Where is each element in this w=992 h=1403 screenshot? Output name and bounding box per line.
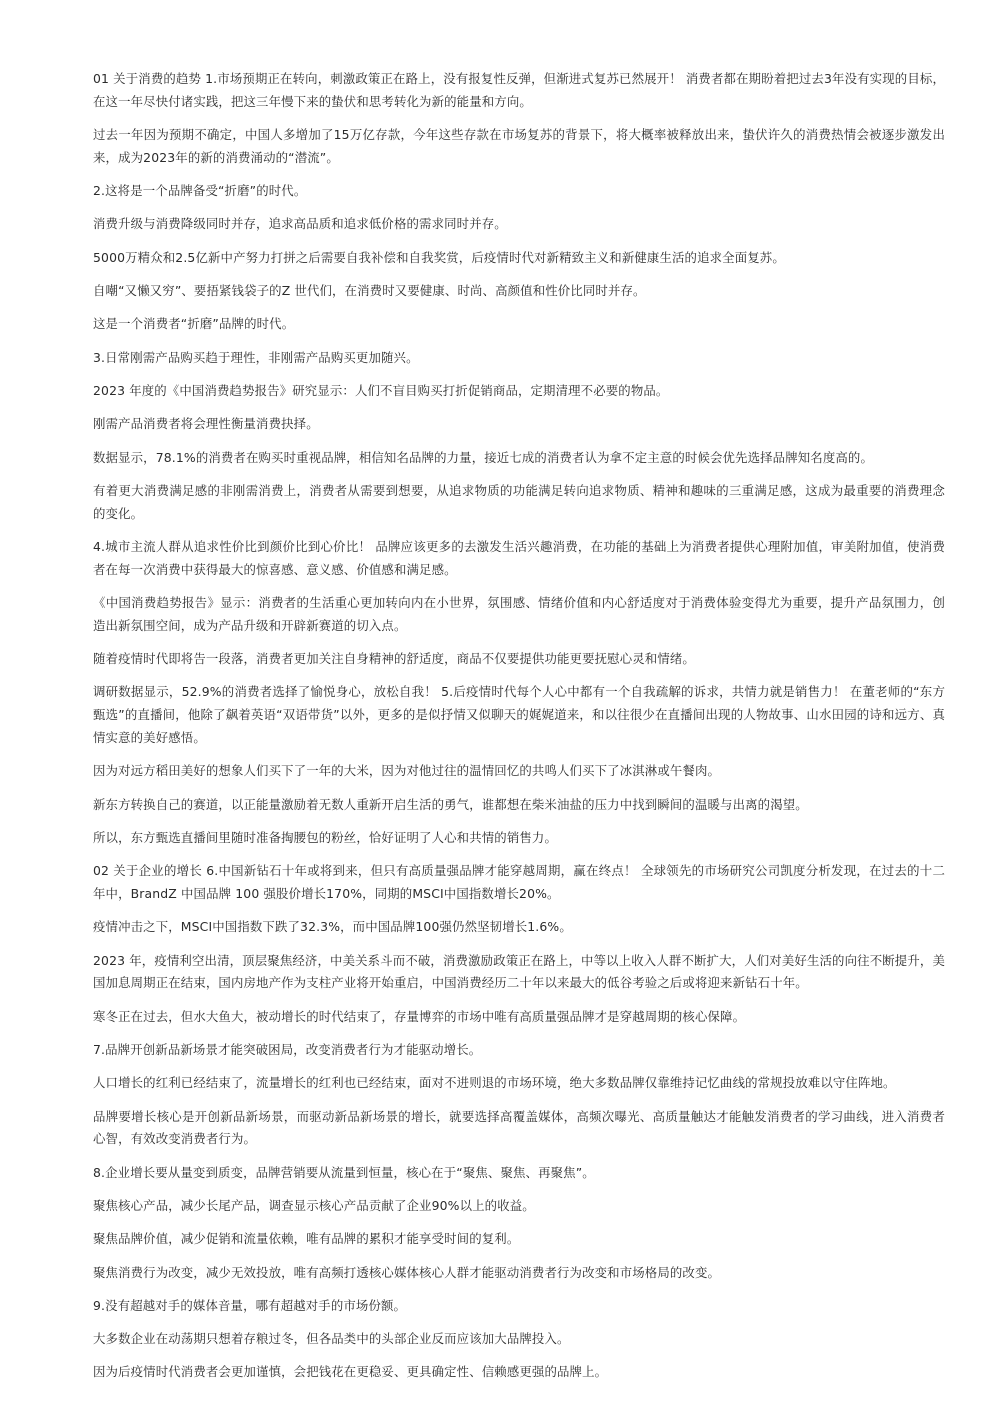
paragraph: 刚需产品消费者将会理性衡量消费抉择。 <box>93 416 319 432</box>
paragraph: 人口增长的红利已经结束了，流量增长的红利也已经结束，面对不进则退的市场环境，绝大多数品牌仅靠维持记忆曲线的常规投放难以守住阵地。 <box>93 1075 896 1091</box>
paragraph: 所以，东方甄选直播间里随时准备掏腰包的粉丝，恰好证明了人心和共情的销售力。 <box>93 829 558 845</box>
paragraph: 数据显示，78.1%的消费者在购买时重视品牌，相信知名品牌的力量，接近七成的消费者认为拿不定主意的时候会优先选择品牌知名度高的。 <box>93 449 874 465</box>
paragraph: 因为对远方稻田美好的想象人们买下了一年的大米，因为对他过往的温情回忆的共鸣人们买下了冰淇淋或午餐肉。 <box>93 763 721 779</box>
paragraph: 自嘲“又懒又穷”、要捂紧钱袋子的Z 世代们，在消费时又要健康、时尚、高颜值和性价比同时并存。 <box>93 283 646 299</box>
paragraph: 调研数据显示，52.9%的消费者选择了愉悦身心，放松自我！ 5.后疫情时代每个人心中都有一个自我疏解的诉求，共情力就是销售力！ 在董老师的“东方甄选”的直播间，他除了飙着英语“双语带货”以外，更多的是似抒情又似聊天的娓娓道来，和以往很少在直播间出现的人物故事、山水田园的诗和远方、真情实意的美好感悟。 <box>93 684 945 746</box>
paragraph: 有着更大消费满足感的非刚需消费上，消费者从需要到想要，从追求物质的功能满足转向追求物质、精神和趣味的三重满足感，这成为最重要的消费理念的变化。 <box>93 482 945 521</box>
paragraph: 9.没有超越对手的媒体音量，哪有超越对手的市场份额。 <box>93 1297 407 1313</box>
paragraph: 因为后疫情时代消费者会更加谨慎，会把钱花在更稳妥、更具确定性、信赖感更强的品牌上。 <box>93 1364 608 1380</box>
paragraph: 品牌要增长核心是开创新品新场景，而驱动新品新场景的增长，就要选择高覆盖媒体，高频次曝光、高质量触达才能触发消费者的学习曲线，进入消费者心智，有效改变消费者行为。 <box>93 1108 945 1147</box>
paragraph: 2023 年，疫情利空出清，顶层聚焦经济，中美关系斗而不破，消费激励政策正在路上，中等以上收入人群不断扩大，人们对美好生活的向往不断提升，美国加息周期正在结束，国内房地产作为支柱产业将开始重启，中国消费经历二十年以来最大的低谷考验之后或将迎来新钻石十年。 <box>93 952 945 991</box>
paragraph: 2.这将是一个品牌备受“折磨”的时代。 <box>93 183 307 199</box>
paragraph: 5000万精众和2.5亿新中产努力打拼之后需要自我补偿和自我奖赏，后疫情时代对新精致主义和新健康生活的追求全面复苏。 <box>93 249 785 265</box>
paragraph: 随着疫情时代即将告一段落，消费者更加关注自身精神的舒适度，商品不仅要提供功能更要抚慰心灵和情绪。 <box>93 651 695 667</box>
paragraph: 疫情冲击之下，MSCI中国指数下跌了32.3%，而中国品牌100强仍然坚韧增长1.6%。 <box>93 919 572 935</box>
paragraph: 3.日常刚需产品购买趋于理性，非刚需产品购买更加随兴。 <box>93 349 419 365</box>
paragraph: 《中国消费趋势报告》显示：消费者的生活重心更加转向内在小世界，氛围感、情绪价值和内心舒适度对于消费体验变得尤为重要，提升产品氛围力，创造出新氛围空间，成为产品升级和开辟新赛道的切入点。 <box>93 595 945 633</box>
document-body <box>93 68 945 1395</box>
paragraph: 寒冬正在过去，但水大鱼大，被动增长的时代结束了，存量博弈的市场中唯有高质量强品牌才是穿越周期的核心保障。 <box>93 1008 746 1024</box>
paragraph: 4.城市主流人群从追求性价比到颜价比到心价比！ 品牌应该更多的去激发生活兴趣消费，在功能的基础上为消费者提供心理附加值，审美附加值，使消费者在每一次消费中获得最大的惊喜感、意义感、价值感和满足感。 <box>93 538 945 577</box>
paragraph: 这是一个消费者“折磨”品牌的时代。 <box>93 316 295 332</box>
paragraph: 聚焦消费行为改变，减少无效投放，唯有高频打透核心媒体核心人群才能驱动消费者行为改变和市场格局的改变。 <box>93 1264 721 1280</box>
paragraph: 聚焦核心产品，减少长尾产品，调查显示核心产品贡献了企业90%以上的收益。 <box>93 1197 535 1213</box>
paragraph: 8.企业增长要从量变到质变，品牌营销要从流量到恒量，核心在于“聚焦、聚焦、再聚焦”。 <box>93 1164 595 1180</box>
paragraph: 消费升级与消费降级同时并存，追求高品质和追求低价格的需求同时并存。 <box>93 216 507 232</box>
paragraph: 大多数企业在动荡期只想着存粮过冬，但各品类中的头部企业反而应该加大品牌投入。 <box>93 1331 570 1347</box>
paragraph: 聚焦品牌价值，减少促销和流量依赖，唯有品牌的累积才能享受时间的复利。 <box>93 1231 520 1247</box>
paragraph: 01 关于消费的趋势 1.市场预期正在转向，刺激政策正在路上，没有报复性反弹，但渐进式复苏已然展开！ 消费者都在期盼着把过去3年没有实现的目标，在这一年尽快付诸实践，把这三年慢下来的蛰伏和思考转化为新的能量和方向。 <box>93 71 945 109</box>
paragraph: 02 关于企业的增长 6.中国新钻石十年或将到来，但只有高质量强品牌才能穿越周期，赢在终点！ 全球领先的市场研究公司凯度分析发现，在过去的十二年中，BrandZ 中国品牌 100 强股价增长170%，同期的MSCI中国指数增长20%。 <box>93 863 945 902</box>
paragraph: 7.品牌开创新品新场景才能突破困局，改变消费者行为才能驱动增长。 <box>93 1042 482 1057</box>
paragraph: 2023 年度的《中国消费趋势报告》研究显示：人们不盲目购买打折促销商品，定期清理不必要的物品。 <box>93 382 669 398</box>
paragraph: 过去一年因为预期不确定，中国人多增加了15万亿存款，今年这些存款在市场复苏的背景下，将大概率被释放出来，蛰伏许久的消费热情会被逐步激发出来，成为2023年的新的消费涌动的“潜流”。 <box>93 127 945 165</box>
paragraph: 新东方转换自己的赛道，以正能量激励着无数人重新开启生活的勇气，谁都想在柴米油盐的压力中找到瞬间的温暖与出离的渴望。 <box>93 796 808 812</box>
